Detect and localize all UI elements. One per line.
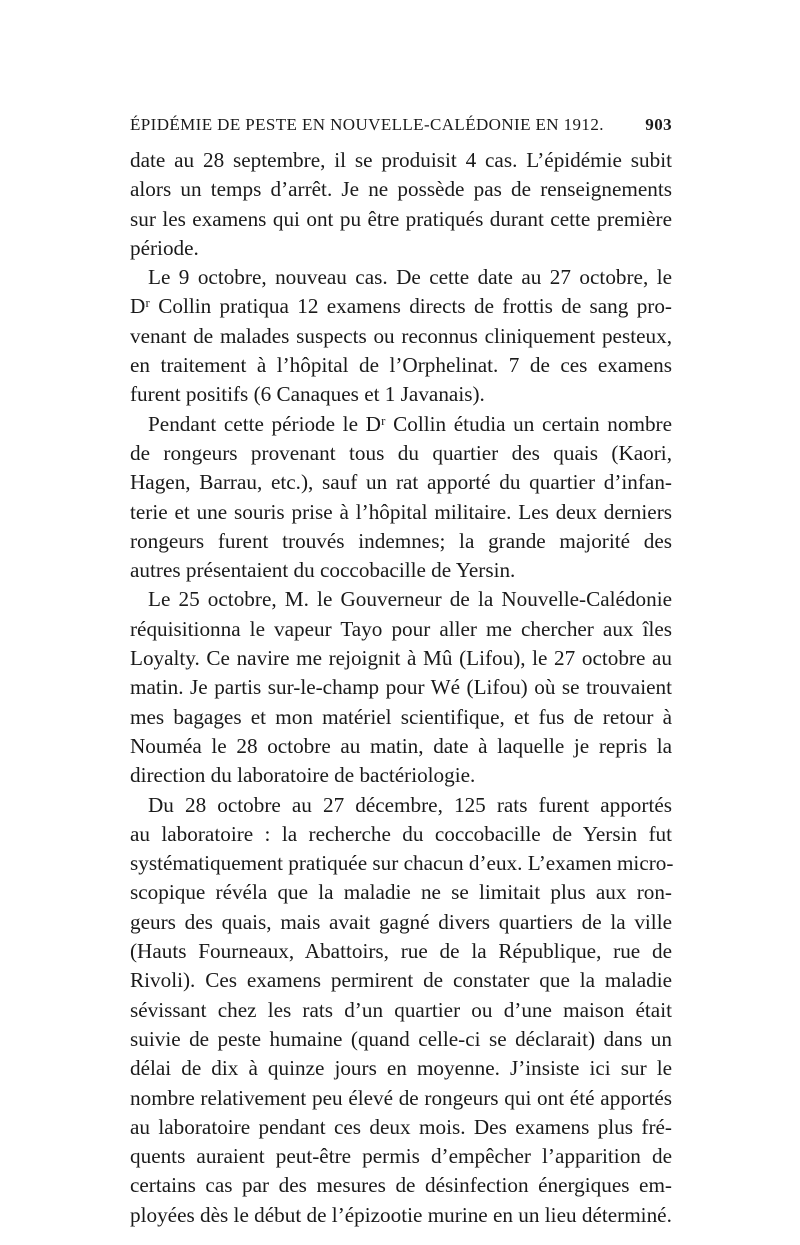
text-line: quents auraient peut-être permis d’empêcher l’apparition de bbox=[130, 1144, 672, 1169]
text-line: geurs des quais, mais avait gagné divers quartiers de la ville bbox=[130, 909, 672, 934]
text-line: suivie de peste humaine (quand celle-ci se déclarait) dans un bbox=[130, 1026, 672, 1051]
text-line: sévissant chez les rats d’un quartier ou d’une maison était bbox=[130, 997, 672, 1022]
text-line: de rongeurs provenant tous du quartier des quais (Kaori, bbox=[130, 440, 672, 465]
text-line: Dʳ Collin pratiqua 12 examens directs de frottis de sang pro- bbox=[130, 294, 672, 319]
text-line: en traitement à l’hôpital de l’Orphelinat. 7 de ces examens bbox=[130, 353, 672, 378]
paragraph bbox=[130, 585, 672, 790]
paragraph bbox=[130, 791, 672, 1230]
text-line: Nouméa le 28 octobre au matin, date à laquelle je repris la bbox=[130, 733, 672, 758]
text-line: ployées dès le début de l’épizootie murine en un lieu déterminé. bbox=[130, 1202, 672, 1227]
text-line: Pendant cette période le Dʳ Collin étudia un certain nombre bbox=[148, 411, 672, 436]
text-line: direction du laboratoire de bactériologie. bbox=[130, 763, 476, 788]
text-line: délai de dix à quinze jours en moyenne. J’insiste ici sur le bbox=[130, 1056, 672, 1081]
text-line: Loyalty. Ce navire me rejoignit à Mû (Lifou), le 27 octobre au bbox=[130, 646, 672, 671]
text-line: mes bagages et mon matériel scientifique, et fus de retour à bbox=[130, 704, 672, 729]
text-line: terie et une souris prise à l’hôpital militaire. Les deux derniers bbox=[130, 499, 672, 524]
running-head bbox=[130, 112, 672, 138]
text-line: rongeurs furent trouvés indemnes; la grande majorité des bbox=[130, 528, 672, 553]
text-line: alors un temps d’arrêt. Je ne possède pas de renseignements bbox=[130, 177, 672, 202]
text-line: Rivoli). Ces examens permirent de constater que la maladie bbox=[130, 968, 672, 993]
paragraph bbox=[130, 263, 672, 409]
text-line: date au 28 septembre, il se produisit 4 cas. L’épidémie subit bbox=[130, 148, 672, 172]
text-line: sur les examens qui ont pu être pratiqués durant cette première bbox=[130, 206, 672, 231]
text-line: Le 9 octobre, nouveau cas. De cette date au 27 octobre, le bbox=[148, 265, 672, 290]
running-head-title: ÉPIDÉMIE DE PESTE EN NOUVELLE-CALÉDONIE EN 1912. bbox=[130, 115, 604, 134]
paragraph bbox=[130, 410, 672, 586]
text-line: (Hauts Fourneaux, Abattoirs, rue de la République, rue de bbox=[130, 939, 672, 964]
text-line: certains cas par des mesures de désinfection énergiques em- bbox=[130, 1173, 672, 1198]
text-line: venant de malades suspects ou reconnus cliniquement pesteux, bbox=[130, 323, 672, 348]
text-line: au laboratoire : la recherche du coccobacille de Yersin fut bbox=[130, 821, 672, 846]
text-line: furent positifs (6 Canaques et 1 Javanais). bbox=[130, 382, 485, 407]
text-line: au laboratoire pendant ces deux mois. Des examens plus fré- bbox=[130, 1114, 672, 1139]
paragraph bbox=[130, 146, 672, 263]
text-line: autres présentaient du coccobacille de Yersin. bbox=[130, 558, 516, 583]
text-line: Hagen, Barrau, etc.), sauf un rat apporté du quartier d’infan- bbox=[130, 470, 672, 495]
text-line: systématiquement pratiquée sur chacun d’eux. L’examen micro- bbox=[130, 851, 674, 876]
text-line: scopique révéla que la maladie ne se limitait plus aux ron- bbox=[130, 880, 672, 905]
text-line: Le 25 octobre, M. le Gouverneur de la Nouvelle-Calédonie bbox=[148, 587, 672, 612]
text-line: matin. Je partis sur-le-champ pour Wé (Lifou) où se trouvaient bbox=[130, 675, 672, 700]
text-line: nombre relativement peu élevé de rongeurs qui ont été apportés bbox=[130, 1085, 672, 1110]
page-number: 903 bbox=[645, 115, 672, 134]
body-text bbox=[130, 146, 672, 1230]
book-page bbox=[130, 112, 672, 1230]
text-line: Du 28 octobre au 27 décembre, 125 rats furent apportés bbox=[148, 792, 672, 817]
text-line: réquisitionna le vapeur Tayo pour aller me chercher aux îles bbox=[130, 616, 672, 641]
text-line: période. bbox=[130, 235, 199, 260]
